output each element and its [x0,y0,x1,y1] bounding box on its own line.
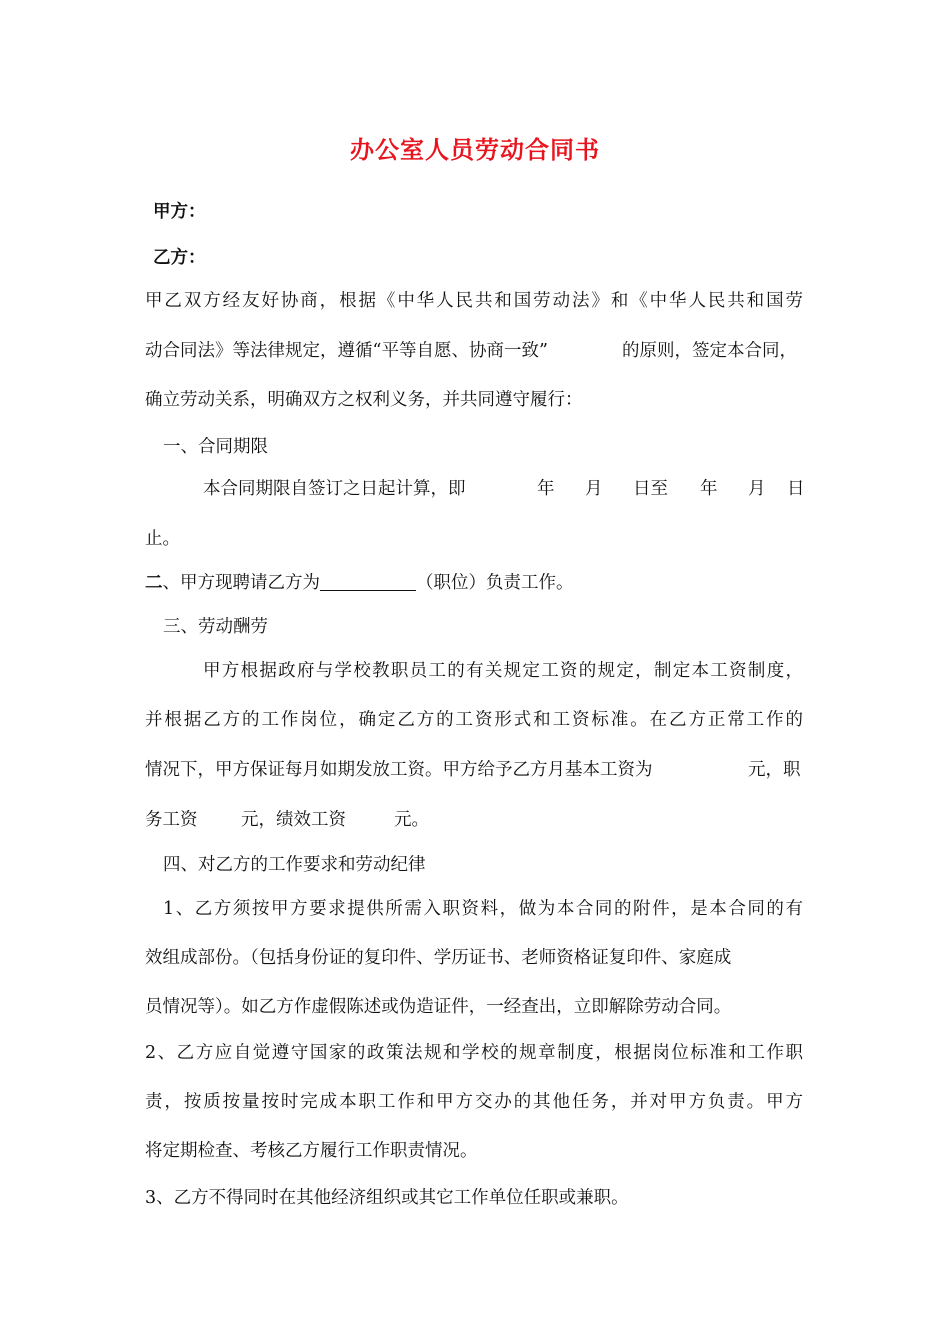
term-month-2: 月 [748,479,766,499]
rule-line-2: 效组成部份。（包括身份证的复印件、学历证书、老师资格证复印件、家庭成 [145,948,732,968]
section-4-heading: 四、对乙方的工作要求和劳动纪律 [163,855,426,875]
salary-line-3b: 元，职 [748,760,801,780]
rule-line-3: 员情况等）。如乙方作虚假陈述或伪造证件，一经查出，立即解除劳动合同。 [145,997,732,1017]
section-2-line [145,570,574,596]
term-text: 本合同期限自签订之日起计算，即 [203,479,466,499]
rule-line-6: 将定期检查、考核乙方履行工作职责情况。 [145,1141,478,1161]
rule-line-5: 责，按质按量按时完成本职工作和甲方交办的其他任务，并对甲方负责。甲方 [145,1092,803,1112]
term-day-1: 日至 [633,479,668,499]
intro-line-2b: 的原则，签定本合同， [622,341,797,361]
term-day-2: 日 [787,479,805,499]
rule-line-7: 3、乙方不得同时在其他经济组织或其它工作单位任职或兼职。 [145,1188,629,1208]
party-a-label: 甲方： [153,202,206,222]
term-month-1: 月 [585,479,603,499]
intro-line-1: 甲乙双方经友好协商，根据《中华人民共和国劳动法》和《中华人民共和国劳 [145,291,803,311]
term-year-1: 年 [537,479,555,499]
term-year-2: 年 [700,479,718,499]
document-title: 办公室人员劳动合同书 [350,136,600,164]
section-2-number: 二 [145,573,163,593]
rule-line-1: 1、乙方须按甲方要求提供所需入职资料，做为本合同的附件，是本合同的有 [163,899,803,919]
salary-line-3: 情况下，甲方保证每月如期发放工资。甲方给予乙方月基本工资为 [145,760,653,780]
section-2-suffix: （职位）负责工作。 [416,573,574,593]
position-blank [320,572,416,591]
salary-line-4b: 元，绩效工资 [241,810,346,830]
section-3-heading: 三、劳动酬劳 [163,617,268,637]
intro-line-3: 确立劳动关系，明确双方之权利义务，并共同遵守履行： [145,390,583,410]
section-2-text: 、甲方现聘请乙方为 [162,573,320,593]
section-1-heading: 一、合同期限 [163,437,268,457]
salary-line-2: 并根据乙方的工作岗位，确定乙方的工资形式和工资标准。在乙方正常工作的 [145,710,803,730]
salary-line-4a: 务工资 [145,810,198,830]
rule-line-4: 2、乙方应自觉遵守国家的政策法规和学校的规章制度，根据岗位标准和工作职 [145,1043,803,1063]
term-end: 止。 [145,529,180,549]
intro-line-2: 动合同法》等法律规定，遵循“平等自愿、协商一致” [145,341,548,361]
salary-line-4c: 元。 [394,810,429,830]
salary-line-1: 甲方根据政府与学校教职员工的有关规定工资的规定，制定本工资制度， [203,661,803,681]
party-b-label: 乙方： [153,248,206,268]
